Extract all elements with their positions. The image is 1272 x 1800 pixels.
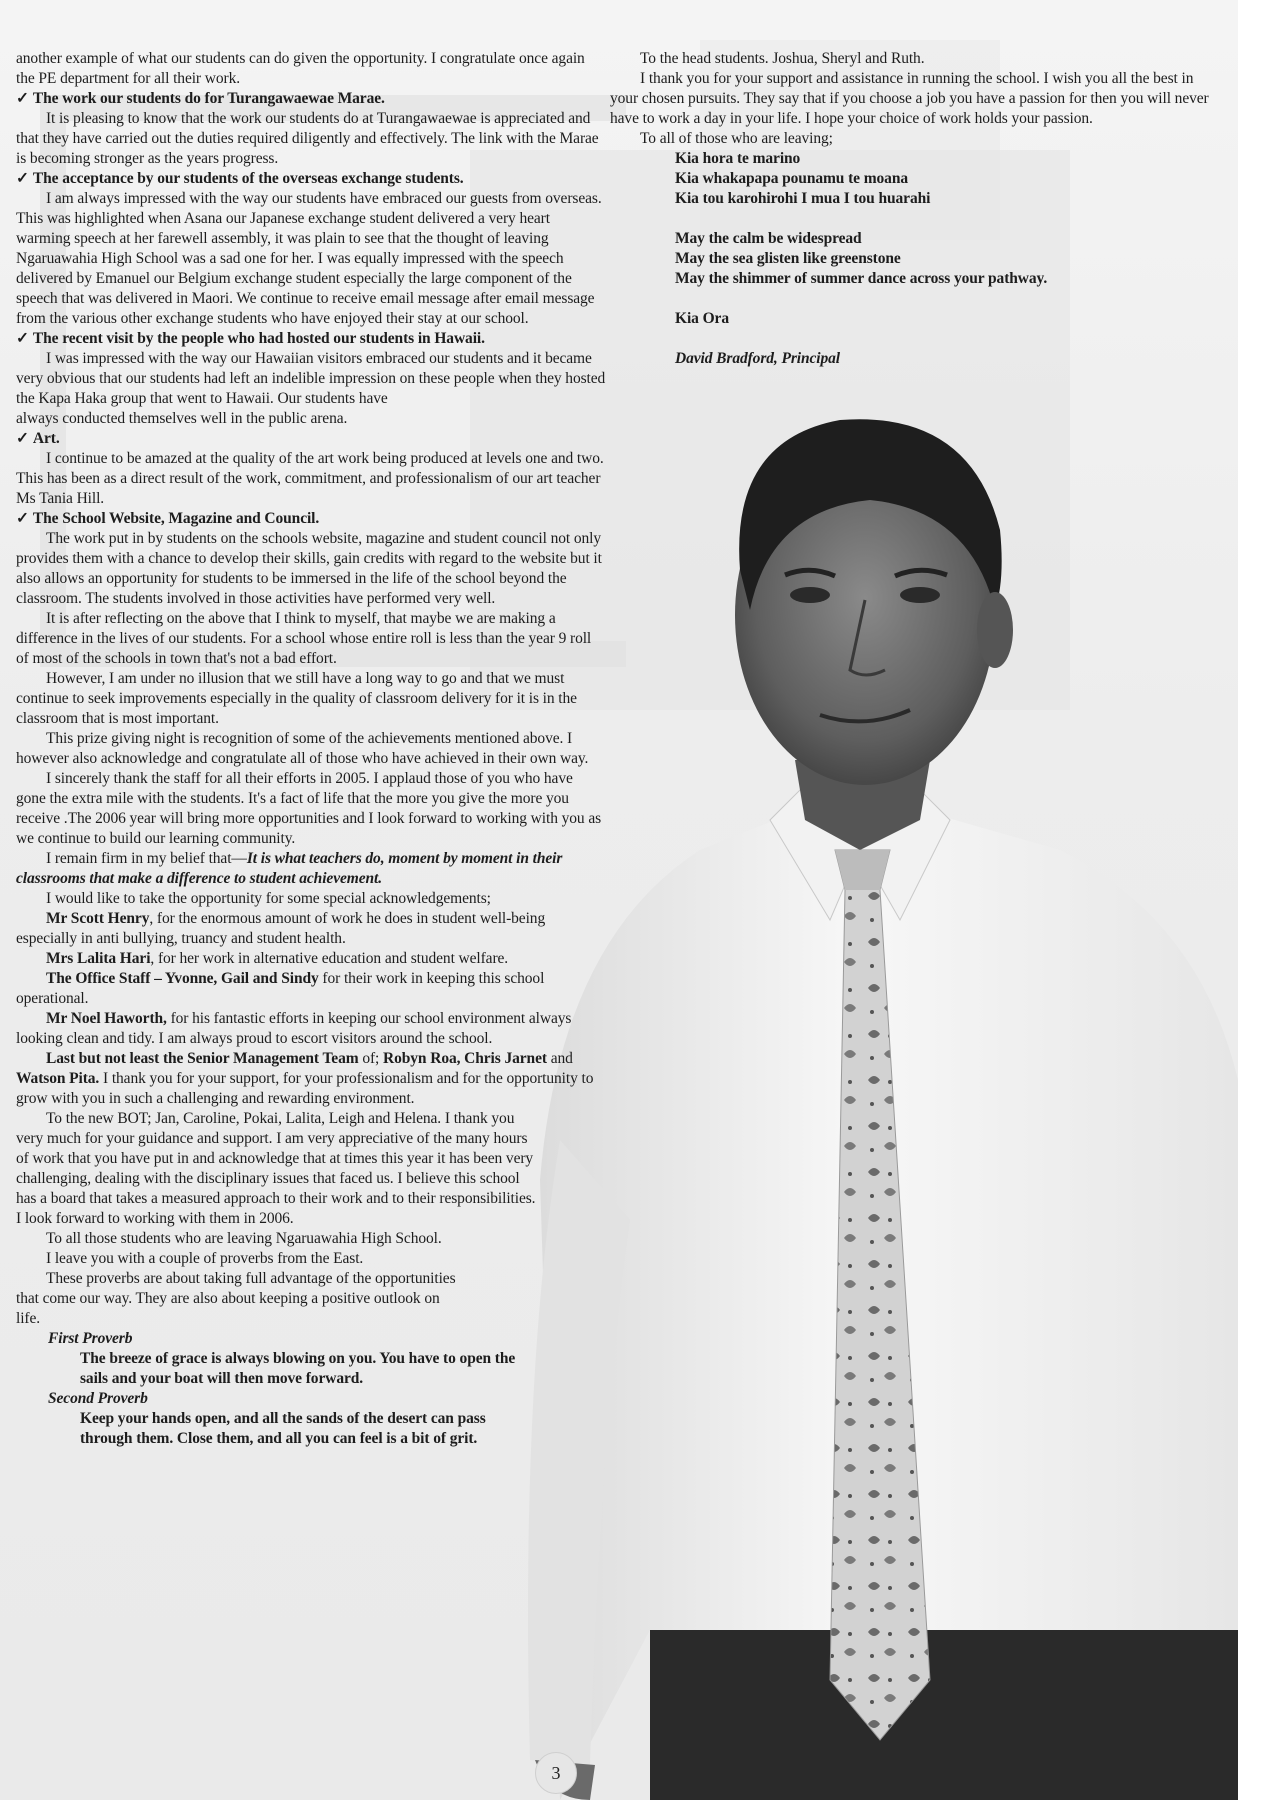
acknowledgement [16, 909, 606, 949]
checkmark-icon: ✓ [16, 90, 29, 107]
paragraph: To the new BOT; Jan, Caroline, Pokai, Lalita, Leigh and Helena. I thank you very much for your guidance and support. I am very appreciative of the many hours of work that you have put in and acknowledge that at times this year it has been very challenging, dealing with the disciplinary issues that faced us. I believe this school has a board that takes a measured approach to their work and to their responsibilities. I look forward to working with them in 2006. [16, 1110, 536, 1227]
paragraph: These proverbs are about taking full advantage of the opportunities that come our way. They are also about keeping a positive outlook on life. [16, 1270, 456, 1327]
acknowledgement [16, 969, 606, 1009]
maori-line: Kia whakapapa pounamu te moana [675, 170, 909, 187]
person-name: The Office Staff – Yvonne, Gail and Sindy [46, 970, 319, 987]
text-run: for his fantastic efforts in keeping our school environment always looking clean and tidy. I am always proud to escort visitors around the school. [16, 1010, 572, 1047]
heading-text: Art. [32, 430, 60, 447]
checkmark-icon: ✓ [16, 170, 29, 187]
closing: Kia Ora [675, 310, 729, 327]
proverb-title: Second Proverb [48, 1390, 148, 1407]
checkmark-icon: ✓ [16, 430, 29, 447]
paragraph [16, 849, 606, 889]
heading-text: The work our students do for Turangawaewae Marae. [32, 90, 385, 107]
principal-portrait [500, 380, 1238, 1800]
paragraph: It is after reflecting on the above that I think to myself, that maybe we are making a difference in the lives of our students. For a school whose entire roll is less than the year 9 roll of most of the schools in town that's not a bad effort. [16, 610, 592, 667]
paragraph: always conducted themselves well in the public arena. [16, 410, 348, 427]
left-column [16, 49, 606, 1449]
proverb-text: Keep your hands open, and all the sands of the desert can pass through them. Close them, and all you can feel is a bit of grit. [80, 1410, 486, 1447]
paragraph: I am always impressed with the way our students have embraced our guests from overseas. This was highlighted when Asana our Japanese exchange student delivered a very heart warming speech at her farewell assembly, it was plain to see that the thought of leaving Ngaruawahia High School was a sad one for her. I was equally impressed with the speech delivered by Emanuel our Belgium exchange student especially the large component of the speech that was delivered in Maori. We continue to receive email message after email message from the various other exchange students who have enjoyed their stay at our school. [16, 190, 602, 327]
maori-line: Kia tou karohirohi I mua I tou huarahi [675, 190, 931, 207]
english-line: May the calm be widespread [675, 230, 862, 247]
person-name: Mr Scott Henry [46, 910, 150, 927]
text-run: I thank you for your support, for your professionalism and for the opportunity to grow with you in such a challenging and rewarding environment. [16, 1070, 594, 1107]
paragraph: I was impressed with the way our Hawaiian visitors embraced our students and it became very obvious that our students had left an indelible impression on these people when they hosted the Kapa Haka group that went to Hawaii. Our students have [16, 350, 606, 407]
spacer [610, 209, 1210, 229]
spacer [610, 329, 1210, 349]
text-run: I remain firm in my belief that— [46, 850, 247, 867]
page-number: 3 [535, 1752, 577, 1794]
paragraph: However, I am under no illusion that we still have a long way to go and that we must continue to seek improvements especially in the quality of classroom delivery for it is in the classroom that is most important. [16, 670, 577, 727]
english-line: May the shimmer of summer dance across your pathway. [675, 270, 1048, 287]
paragraph: I would like to take the opportunity for some special acknowledgements; [46, 890, 491, 907]
right-column [610, 49, 1210, 369]
paragraph: To all of those who are leaving; [640, 130, 833, 147]
paragraph: It is pleasing to know that the work our students do at Turangawaewae is appreciated and that they have carried out the duties required diligently and effectively. The link with the Marae is becoming stronger as the years progress. [16, 110, 599, 167]
section-heading [16, 89, 606, 109]
checkmark-icon: ✓ [16, 330, 29, 347]
quote-emphasis: It is what teachers do, moment by moment in their classrooms that make a difference to student achievement. [16, 850, 563, 887]
proverb-title: First Proverb [48, 1330, 133, 1347]
paragraph: I leave you with a couple of proverbs from the East. [46, 1250, 364, 1267]
section-heading [16, 429, 606, 449]
paragraph: another example of what our students can do given the opportunity. I congratulate once again the PE department for all their work. [16, 50, 585, 87]
signature: David Bradford, Principal [675, 350, 840, 367]
person-name: Mr Noel Haworth, [46, 1010, 167, 1027]
paragraph: I continue to be amazed at the quality of the art work being produced at levels one and two. This has been as a direct result of the work, commitment, and professionalism of our art teacher Ms Tania Hill. [16, 450, 604, 507]
checkmark-icon: ✓ [16, 510, 29, 527]
person-name: Watson Pita. [16, 1070, 100, 1087]
spacer [610, 289, 1210, 309]
section-heading [16, 169, 606, 189]
section-heading [16, 509, 606, 529]
page-edge [1238, 0, 1272, 1800]
section-heading [16, 329, 606, 349]
english-line: May the sea glisten like greenstone [675, 250, 901, 267]
acknowledgement [16, 1049, 606, 1109]
person-name: Last but not least the Senior Management Team [46, 1050, 359, 1067]
person-name: Mrs Lalita Hari [46, 950, 151, 967]
paragraph: I sincerely thank the staff for all their efforts in 2005. I applaud those of you who have gone the extra mile with the students. It's a fact of life that the more you give the more you receive .The 2006 year will bring more opportunities and I look forward to working with you as we continue to build our learning community. [16, 770, 602, 847]
text-run: for their work in keeping this school operational. [16, 970, 545, 1007]
heading-text: The acceptance by our students of the overseas exchange students. [32, 170, 464, 187]
text-run: and [546, 1050, 573, 1067]
paragraph: This prize giving night is recognition of some of the achievements mentioned above. I however also acknowledge and congratulate all of those who have achieved in their own way. [16, 730, 589, 767]
acknowledgement [16, 949, 606, 969]
text-run: , for the enormous amount of work he does in student well-being especially in anti bullying, truancy and student health. [16, 910, 546, 947]
acknowledgement [16, 1009, 606, 1049]
person-name: Robyn Roa, Chris Jarnet [383, 1050, 547, 1067]
proverb-text: The breeze of grace is always blowing on you. You have to open the sails and your boat will then move forward. [80, 1350, 516, 1387]
paragraph: To all those students who are leaving Ngaruawahia High School. [46, 1230, 442, 1247]
text-run: , for her work in alternative education and student welfare. [150, 950, 509, 967]
heading-text: The School Website, Magazine and Council. [32, 510, 320, 527]
paragraph: To the head students. Joshua, Sheryl and Ruth. [640, 50, 925, 67]
maori-line: Kia hora te marino [675, 150, 801, 167]
text-run: of; [358, 1050, 384, 1067]
paragraph: The work put in by students on the schools website, magazine and student council not only provides them with a chance to develop their skills, gain credits with regard to the website but it also allows an opportunity for students to be immersed in the life of the school beyond the classroom. The students involved in those activities have performed very well. [16, 530, 602, 607]
paragraph: I thank you for your support and assistance in running the school. I wish you all the best in your chosen pursuits. They say that if you choose a job you have a passion for then you will never have to work a day in your life. I hope your choice of work holds your passion. [610, 70, 1209, 127]
heading-text: The recent visit by the people who had hosted our students in Hawaii. [32, 330, 485, 347]
